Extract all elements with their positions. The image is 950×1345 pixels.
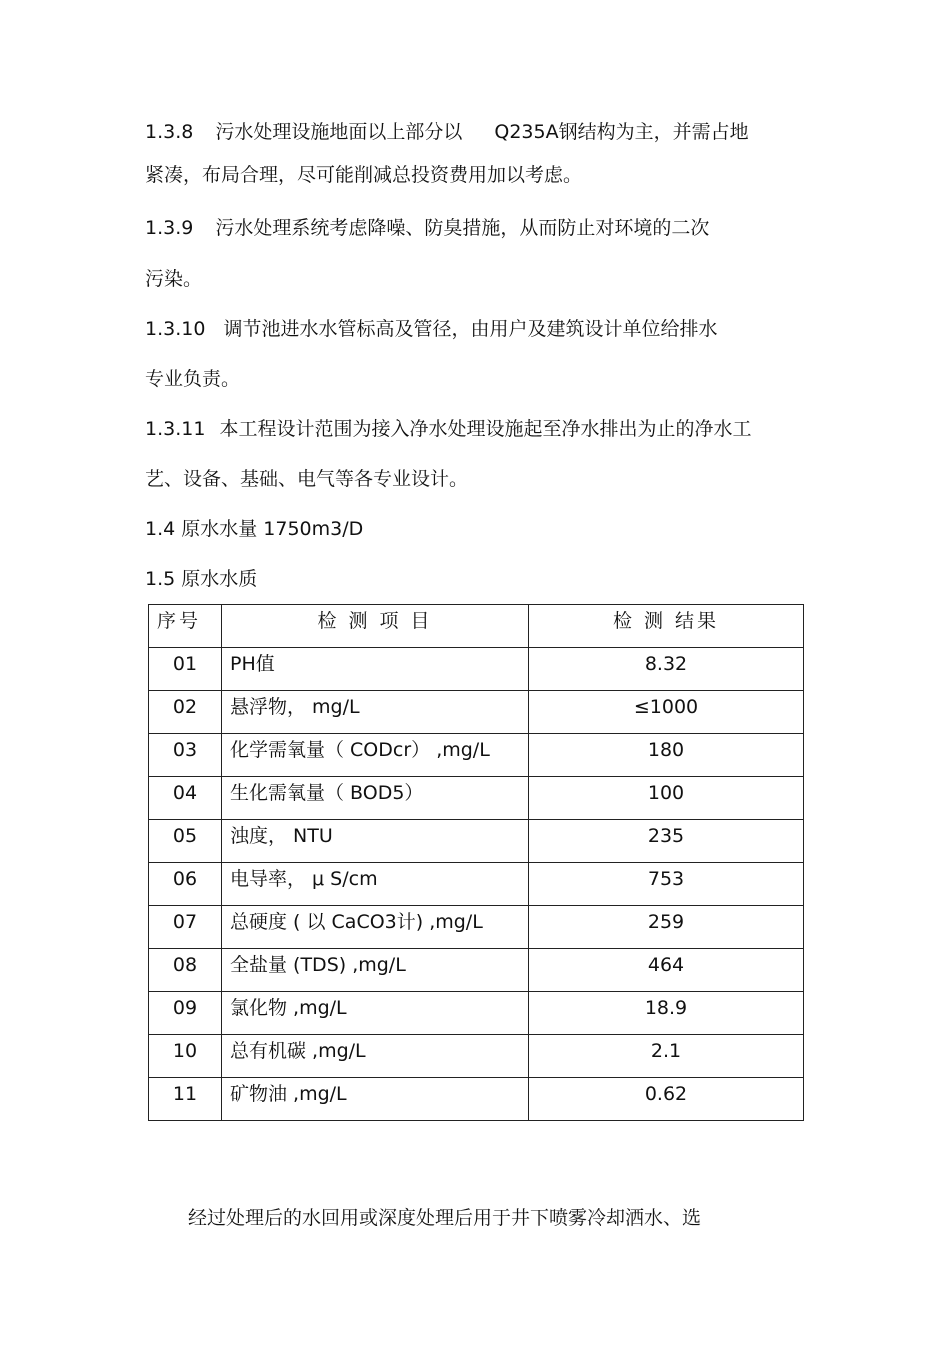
table-row xyxy=(149,1035,804,1078)
paragraph-1-3-9-line2: 污染。 xyxy=(145,268,203,290)
paragraph-1-3-8-line1 xyxy=(145,119,749,145)
row-number-cell: 09 xyxy=(149,992,222,1035)
table-body xyxy=(149,605,804,1121)
row-item-cell: 氯化物 ,mg/L xyxy=(222,992,529,1035)
paragraph-1-3-10-line2: 专业负责。 xyxy=(145,368,241,390)
table-row xyxy=(149,820,804,863)
clause-number: 1.3.8 xyxy=(145,121,194,143)
closing-paragraph: 经过处理后的水回用或深度处理后用于井下喷雾冷却洒水、选 xyxy=(188,1207,702,1229)
row-result-cell: 180 xyxy=(529,734,804,777)
row-number-cell: 01 xyxy=(149,648,222,691)
row-number-cell: 08 xyxy=(149,949,222,992)
header-cell-result: 检 测 结果 xyxy=(529,605,804,648)
row-result-cell: 18.9 xyxy=(529,992,804,1035)
row-number-cell: 05 xyxy=(149,820,222,863)
paragraph-1-3-11-line2: 艺、设备、基础、电气等各专业设计。 xyxy=(145,468,469,490)
row-item-cell: 生化需氧量（ BOD5） xyxy=(222,777,529,820)
row-item-cell: 浊度， NTU xyxy=(222,820,529,863)
table-row xyxy=(149,1078,804,1121)
clause-number: 1.3.9 xyxy=(145,217,194,239)
paragraph-text: 本工程设计范围为接入净水处理设施起至净水排出为止的净水工 xyxy=(219,418,752,440)
paragraph-1-3-8-line2: 紧凑，布局合理，尽可能削减总投资费用加以考虑。 xyxy=(145,164,583,186)
paragraph-1-3-9-line1 xyxy=(145,215,709,241)
row-item-cell: PH值 xyxy=(222,648,529,691)
table-row xyxy=(149,949,804,992)
paragraph-text: 污水处理设施地面以上部分以 xyxy=(215,121,463,143)
table-row xyxy=(149,691,804,734)
clause-number: 1.3.11 xyxy=(145,418,206,440)
table-row xyxy=(149,648,804,691)
raw-water-quality-table xyxy=(148,604,804,1121)
row-result-cell: 753 xyxy=(529,863,804,906)
row-result-cell: 2.1 xyxy=(529,1035,804,1078)
table-row xyxy=(149,734,804,777)
row-item-cell: 电导率， μ S/cm xyxy=(222,863,529,906)
paragraph-text: Q235A钢结构为主，并需占地 xyxy=(494,121,749,143)
section-1-4-heading: 1.4 原水水量 1750m3/D xyxy=(145,518,364,540)
row-item-cell: 化学需氧量（ CODcr） ,mg/L xyxy=(222,734,529,777)
row-number-cell: 10 xyxy=(149,1035,222,1078)
paragraph-text: 污水处理系统考虑降噪、防臭措施，从而防止对环境的二次 xyxy=(215,217,710,239)
paragraph-1-3-11-line1 xyxy=(145,416,751,442)
row-result-cell: 100 xyxy=(529,777,804,820)
row-item-cell: 矿物油 ,mg/L xyxy=(222,1078,529,1121)
table-row xyxy=(149,992,804,1035)
table-row xyxy=(149,777,804,820)
table-row xyxy=(149,906,804,949)
clause-number: 1.3.10 xyxy=(145,318,206,340)
row-item-cell: 全盐量 (TDS) ,mg/L xyxy=(222,949,529,992)
paragraph-1-3-10-line1 xyxy=(145,316,717,342)
row-number-cell: 02 xyxy=(149,691,222,734)
paragraph-text: 调节池进水水管标高及管径，由用户及建筑设计单位给排水 xyxy=(223,318,718,340)
row-item-cell: 悬浮物， mg/L xyxy=(222,691,529,734)
table-header-row xyxy=(149,605,804,648)
row-result-cell: 259 xyxy=(529,906,804,949)
row-result-cell: 235 xyxy=(529,820,804,863)
header-cell-item: 检 测 项 目 xyxy=(222,605,529,648)
row-item-cell: 总硬度 ( 以 CaCO3计) ,mg/L xyxy=(222,906,529,949)
row-result-cell: 464 xyxy=(529,949,804,992)
row-result-cell: 0.62 xyxy=(529,1078,804,1121)
row-number-cell: 06 xyxy=(149,863,222,906)
table-row xyxy=(149,863,804,906)
row-number-cell: 04 xyxy=(149,777,222,820)
section-1-5-heading: 1.5 原水水质 xyxy=(145,568,258,590)
row-item-cell: 总有机碳 ,mg/L xyxy=(222,1035,529,1078)
row-number-cell: 07 xyxy=(149,906,222,949)
row-number-cell: 03 xyxy=(149,734,222,777)
row-number-cell: 11 xyxy=(149,1078,222,1121)
header-cell-number: 序号 xyxy=(149,605,222,648)
row-result-cell: ≤1000 xyxy=(529,691,804,734)
row-result-cell: 8.32 xyxy=(529,648,804,691)
